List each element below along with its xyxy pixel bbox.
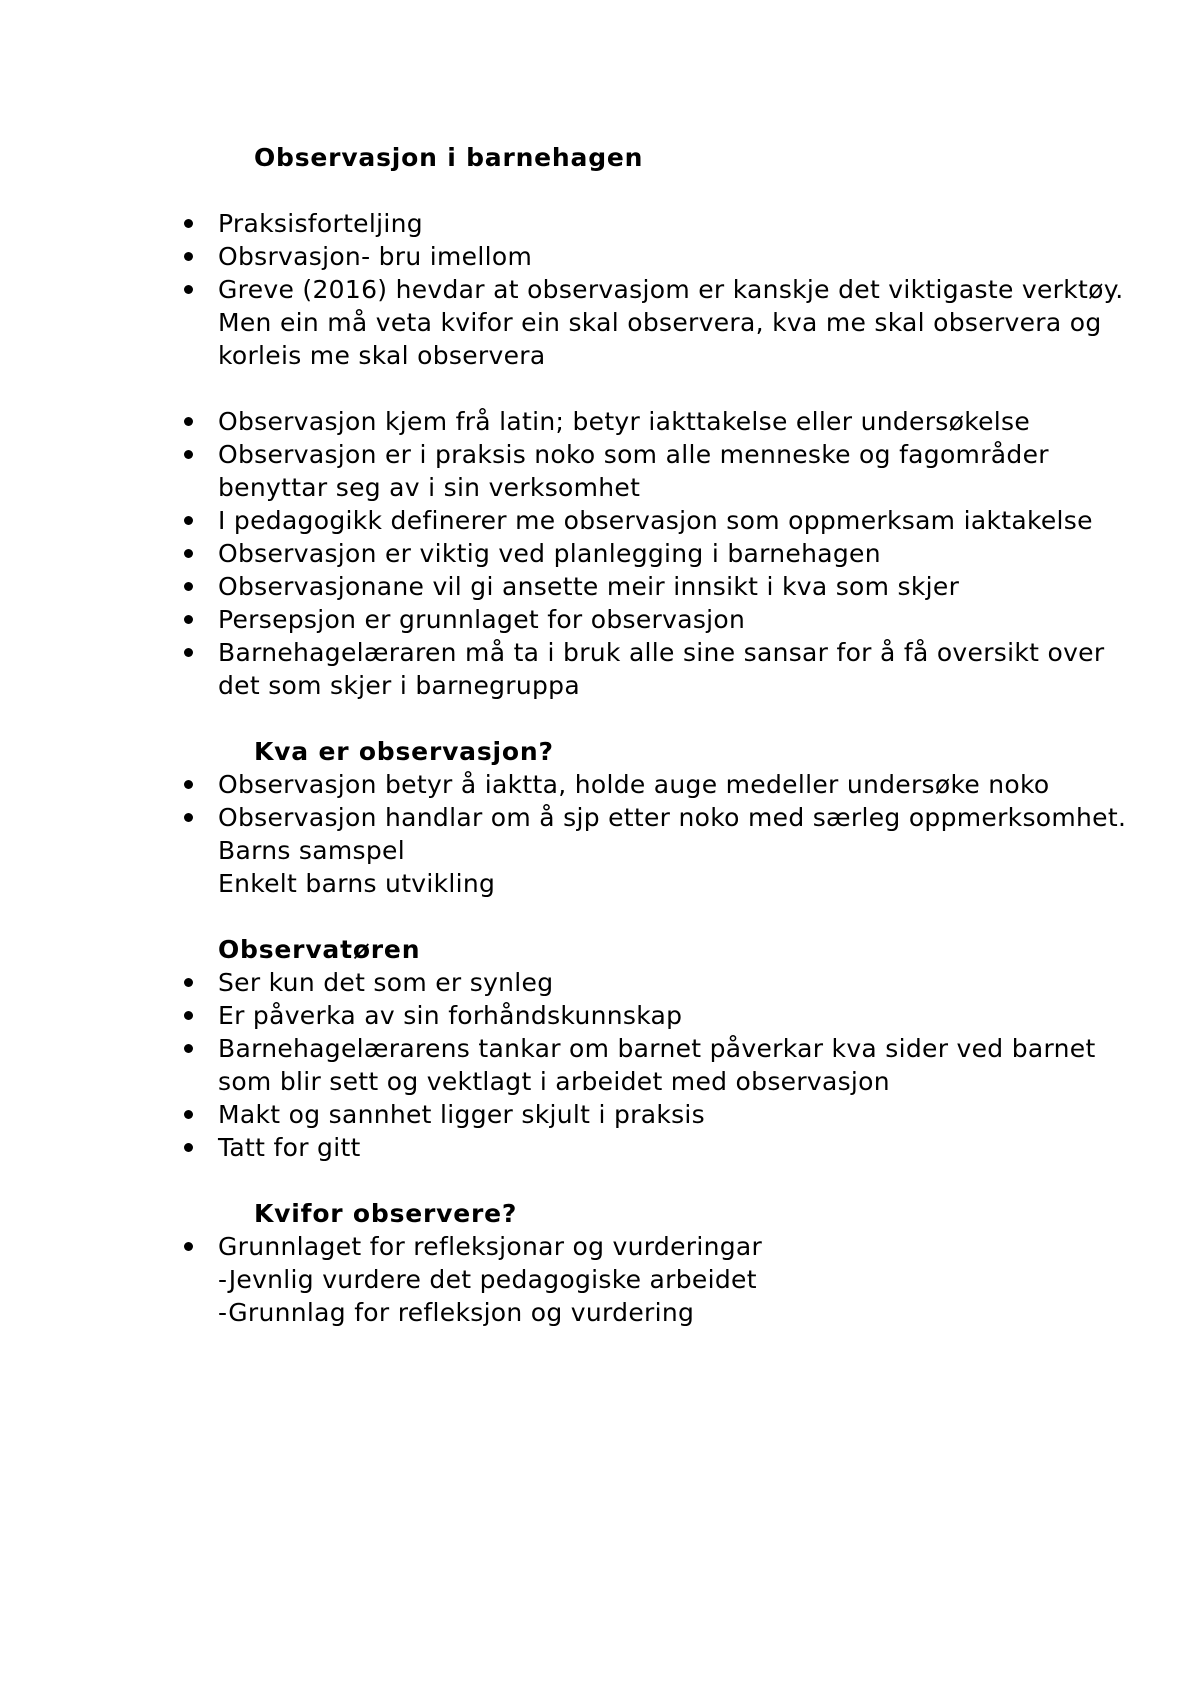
section-heading-kva: Kva er observasjon? bbox=[254, 737, 554, 766]
section-heading-kvifor: Kvifor observere? bbox=[254, 1199, 518, 1228]
sub-line: Enkelt barns utvikling bbox=[218, 869, 496, 898]
bullet-icon bbox=[184, 1143, 193, 1152]
list-item: Persepsjon er grunnlaget for observasjon bbox=[180, 603, 1140, 636]
blank-line bbox=[180, 372, 1140, 405]
bullet-icon bbox=[184, 582, 193, 591]
list-item: Makt og sannhet ligger skjult i praksis bbox=[180, 1098, 1140, 1131]
list-item: I pedagogikk definerer me observasjon som oppmerksam iaktakelse bbox=[180, 504, 1140, 537]
bullet-icon bbox=[184, 1011, 193, 1020]
bullet-icon bbox=[184, 219, 193, 228]
bullet-icon bbox=[184, 417, 193, 426]
section-heading-observatoren: Observatøren bbox=[218, 935, 421, 964]
blank-line bbox=[180, 702, 1140, 735]
list-item: Ser kun det som er synleg bbox=[180, 966, 1140, 999]
list-item: Observasjon handlar om å sjp etter noko med særleg oppmerksomhet. bbox=[180, 801, 1140, 834]
list-item: Obsrvasjon- bru imellom bbox=[180, 240, 1140, 273]
bullet-icon bbox=[184, 285, 193, 294]
list-item: Observasjonane vil gi ansette meir innsikt i kva som skjer bbox=[180, 570, 1140, 603]
bullet-icon bbox=[184, 450, 193, 459]
list-item: Tatt for gitt bbox=[180, 1131, 1140, 1164]
list-item: Observasjon betyr å iaktta, holde auge medeller undersøke noko bbox=[180, 768, 1140, 801]
bullet-icon bbox=[184, 252, 193, 261]
list-item: Er påverka av sin forhåndskunnskap bbox=[180, 999, 1140, 1032]
bullet-icon bbox=[184, 978, 193, 987]
list-item: Barnehagelæraren må ta i bruk alle sine sansar for å få oversikt over det som skjer i barnegruppa bbox=[180, 636, 1140, 702]
blank-line bbox=[180, 1164, 1140, 1197]
list-item: Greve (2016) hevdar at observasjom er kanskje det viktigaste verktøy. Men ein må veta kvifor ein skal observera, kva me skal observera og korleis me skal observera bbox=[180, 273, 1140, 372]
sub-line: Barns samspel bbox=[218, 836, 405, 865]
list-item: Barnehagelærarens tankar om barnet påverkar kva sider ved barnet som blir sett og vektlagt i arbeidet med observasjon bbox=[180, 1032, 1140, 1098]
bullet-icon bbox=[184, 615, 193, 624]
bullet-icon bbox=[184, 1044, 193, 1053]
bullet-icon bbox=[184, 648, 193, 657]
bullet-icon bbox=[184, 516, 193, 525]
document-title: Observasjon i barnehagen bbox=[254, 143, 644, 172]
blank-line bbox=[180, 900, 1140, 933]
list-item: Grunnlaget for refleksjonar og vurderingar bbox=[180, 1230, 1140, 1263]
list-item: Observasjon er viktig ved planlegging i barnehagen bbox=[180, 537, 1140, 570]
kva-list bbox=[180, 768, 1140, 834]
bullet-icon bbox=[184, 813, 193, 822]
definition-list bbox=[180, 405, 1140, 702]
bullet-icon bbox=[184, 549, 193, 558]
sub-line: -Grunnlag for refleksjon og vurdering bbox=[218, 1298, 695, 1327]
list-item: Praksisforteljing bbox=[180, 207, 1140, 240]
bullet-icon bbox=[184, 1242, 193, 1251]
bullet-icon bbox=[184, 780, 193, 789]
sub-line: -Jevnlig vurdere det pedagogiske arbeidet bbox=[218, 1265, 757, 1294]
kvifor-list bbox=[180, 1230, 1140, 1263]
list-item: Observasjon kjem frå latin; betyr iakttakelse eller undersøkelse bbox=[180, 405, 1140, 438]
intro-list bbox=[180, 207, 1140, 372]
observatoren-list bbox=[180, 966, 1140, 1164]
bullet-icon bbox=[184, 1110, 193, 1119]
list-item: Observasjon er i praksis noko som alle menneske og fagområder benyttar seg av i sin verksomhet bbox=[180, 438, 1140, 504]
